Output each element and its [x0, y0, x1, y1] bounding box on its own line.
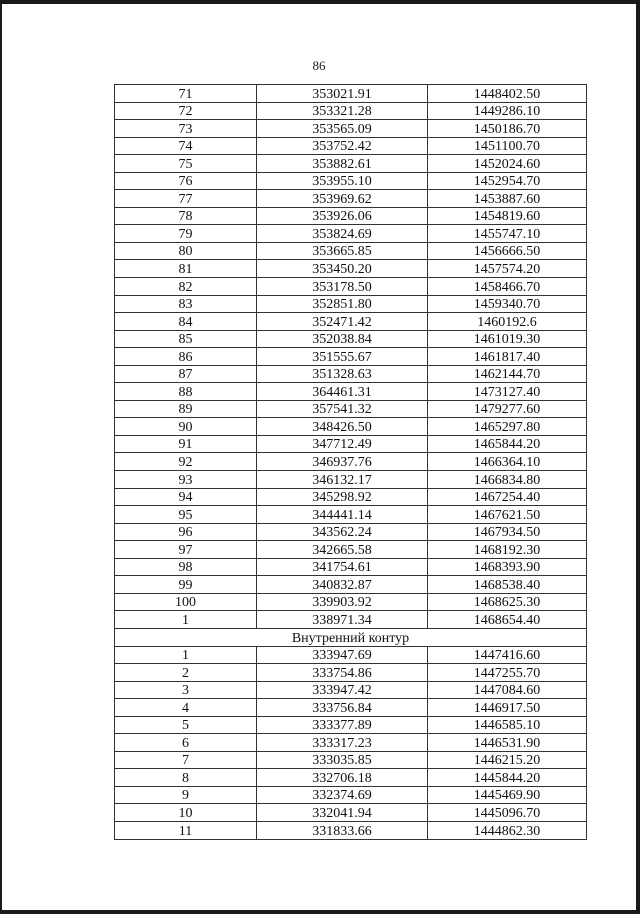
point-number-cell: 98	[115, 558, 257, 576]
x-coordinate-cell: 353969.62	[257, 190, 428, 208]
x-coordinate-cell: 333317.23	[257, 734, 428, 752]
table-row	[115, 751, 587, 769]
point-number-cell: 79	[115, 225, 257, 243]
table-row	[115, 716, 587, 734]
point-number-cell: 94	[115, 488, 257, 506]
table-row	[115, 85, 587, 103]
y-coordinate-cell: 1452954.70	[428, 172, 587, 190]
y-coordinate-cell: 1468192.30	[428, 541, 587, 559]
table-row	[115, 769, 587, 787]
table-row	[115, 295, 587, 313]
y-coordinate-cell: 1444862.30	[428, 821, 587, 839]
point-number-cell: 77	[115, 190, 257, 208]
point-number-cell: 74	[115, 137, 257, 155]
point-number-cell: 2	[115, 664, 257, 682]
point-number-cell: 95	[115, 506, 257, 524]
point-number-cell: 81	[115, 260, 257, 278]
table-row	[115, 365, 587, 383]
point-number-cell: 72	[115, 102, 257, 120]
table-row	[115, 506, 587, 524]
x-coordinate-cell: 332041.94	[257, 804, 428, 822]
y-coordinate-cell: 1462144.70	[428, 365, 587, 383]
y-coordinate-cell: 1447255.70	[428, 664, 587, 682]
point-number-cell: 7	[115, 751, 257, 769]
x-coordinate-cell: 333756.84	[257, 699, 428, 717]
y-coordinate-cell: 1445469.90	[428, 786, 587, 804]
y-coordinate-cell: 1454819.60	[428, 207, 587, 225]
y-coordinate-cell: 1466364.10	[428, 453, 587, 471]
table-row	[115, 558, 587, 576]
table-row	[115, 471, 587, 489]
table-row	[115, 172, 587, 190]
table-row	[115, 102, 587, 120]
x-coordinate-cell: 347712.49	[257, 435, 428, 453]
table-row	[115, 418, 587, 436]
x-coordinate-cell: 342665.58	[257, 541, 428, 559]
x-coordinate-cell: 346132.17	[257, 471, 428, 489]
y-coordinate-cell: 1449286.10	[428, 102, 587, 120]
x-coordinate-cell: 353665.85	[257, 242, 428, 260]
x-coordinate-cell: 348426.50	[257, 418, 428, 436]
x-coordinate-cell: 353450.20	[257, 260, 428, 278]
table-row	[115, 576, 587, 594]
y-coordinate-cell: 1446585.10	[428, 716, 587, 734]
point-number-cell: 93	[115, 471, 257, 489]
point-number-cell: 10	[115, 804, 257, 822]
x-coordinate-cell: 353565.09	[257, 120, 428, 138]
point-number-cell: 4	[115, 699, 257, 717]
x-coordinate-cell: 353178.50	[257, 278, 428, 296]
y-coordinate-cell: 1466834.80	[428, 471, 587, 489]
x-coordinate-cell: 332706.18	[257, 769, 428, 787]
x-coordinate-cell: 353955.10	[257, 172, 428, 190]
y-coordinate-cell: 1473127.40	[428, 383, 587, 401]
y-coordinate-cell: 1445096.70	[428, 804, 587, 822]
point-number-cell: 99	[115, 576, 257, 594]
table-row	[115, 734, 587, 752]
table-row	[115, 541, 587, 559]
y-coordinate-cell: 1451100.70	[428, 137, 587, 155]
table-row	[115, 821, 587, 839]
x-coordinate-cell: 332374.69	[257, 786, 428, 804]
table-row	[115, 278, 587, 296]
table-row	[115, 348, 587, 366]
x-coordinate-cell: 352038.84	[257, 330, 428, 348]
y-coordinate-cell: 1461019.30	[428, 330, 587, 348]
x-coordinate-cell: 351555.67	[257, 348, 428, 366]
x-coordinate-cell: 331833.66	[257, 821, 428, 839]
y-coordinate-cell: 1467934.50	[428, 523, 587, 541]
table-row	[115, 190, 587, 208]
point-number-cell: 84	[115, 313, 257, 331]
table-row	[115, 804, 587, 822]
table-row	[115, 330, 587, 348]
y-coordinate-cell: 1468654.40	[428, 611, 587, 629]
table-row	[115, 225, 587, 243]
x-coordinate-cell: 353824.69	[257, 225, 428, 243]
table-row	[115, 242, 587, 260]
table-row	[115, 400, 587, 418]
y-coordinate-cell: 1456666.50	[428, 242, 587, 260]
point-number-cell: 87	[115, 365, 257, 383]
page-number: 86	[312, 58, 326, 73]
table-row	[115, 523, 587, 541]
x-coordinate-cell: 353021.91	[257, 85, 428, 103]
point-number-cell: 82	[115, 278, 257, 296]
point-number-cell: 91	[115, 435, 257, 453]
coordinates-table	[114, 84, 587, 840]
x-coordinate-cell: 339903.92	[257, 593, 428, 611]
y-coordinate-cell: 1465297.80	[428, 418, 587, 436]
x-coordinate-cell: 341754.61	[257, 558, 428, 576]
section-row	[115, 628, 587, 646]
table-row	[115, 611, 587, 629]
point-number-cell: 3	[115, 681, 257, 699]
table-row	[115, 453, 587, 471]
y-coordinate-cell: 1465844.20	[428, 435, 587, 453]
point-number-cell: 6	[115, 734, 257, 752]
y-coordinate-cell: 1446917.50	[428, 699, 587, 717]
x-coordinate-cell: 345298.92	[257, 488, 428, 506]
y-coordinate-cell: 1467254.40	[428, 488, 587, 506]
table-row	[115, 137, 587, 155]
y-coordinate-cell: 1448402.50	[428, 85, 587, 103]
y-coordinate-cell: 1457574.20	[428, 260, 587, 278]
x-coordinate-cell: 333947.42	[257, 681, 428, 699]
y-coordinate-cell: 1450186.70	[428, 120, 587, 138]
point-number-cell: 8	[115, 769, 257, 787]
y-coordinate-cell: 1447084.60	[428, 681, 587, 699]
point-number-cell: 75	[115, 155, 257, 173]
point-number-cell: 89	[115, 400, 257, 418]
point-number-cell: 96	[115, 523, 257, 541]
table-row	[115, 664, 587, 682]
y-coordinate-cell: 1461817.40	[428, 348, 587, 366]
point-number-cell: 83	[115, 295, 257, 313]
x-coordinate-cell: 364461.31	[257, 383, 428, 401]
y-coordinate-cell: 1467621.50	[428, 506, 587, 524]
x-coordinate-cell: 333947.69	[257, 646, 428, 664]
x-coordinate-cell: 351328.63	[257, 365, 428, 383]
point-number-cell: 9	[115, 786, 257, 804]
section-title: Внутренний контур	[115, 628, 587, 646]
x-coordinate-cell: 353752.42	[257, 137, 428, 155]
document-page	[2, 4, 636, 910]
x-coordinate-cell: 353926.06	[257, 207, 428, 225]
x-coordinate-cell: 343562.24	[257, 523, 428, 541]
point-number-cell: 76	[115, 172, 257, 190]
point-number-cell: 90	[115, 418, 257, 436]
x-coordinate-cell: 353882.61	[257, 155, 428, 173]
y-coordinate-cell: 1446531.90	[428, 734, 587, 752]
y-coordinate-cell: 1445844.20	[428, 769, 587, 787]
table-row	[115, 593, 587, 611]
x-coordinate-cell: 340832.87	[257, 576, 428, 594]
x-coordinate-cell: 338971.34	[257, 611, 428, 629]
table-row	[115, 646, 587, 664]
table-row	[115, 155, 587, 173]
coordinates-table-body	[115, 85, 587, 840]
table-row	[115, 207, 587, 225]
x-coordinate-cell: 344441.14	[257, 506, 428, 524]
table-row	[115, 699, 587, 717]
y-coordinate-cell: 1458466.70	[428, 278, 587, 296]
point-number-cell: 92	[115, 453, 257, 471]
y-coordinate-cell: 1455747.10	[428, 225, 587, 243]
x-coordinate-cell: 352851.80	[257, 295, 428, 313]
y-coordinate-cell: 1468393.90	[428, 558, 587, 576]
table-row	[115, 260, 587, 278]
x-coordinate-cell: 353321.28	[257, 102, 428, 120]
table-row	[115, 383, 587, 401]
point-number-cell: 100	[115, 593, 257, 611]
y-coordinate-cell: 1452024.60	[428, 155, 587, 173]
table-row	[115, 681, 587, 699]
point-number-cell: 80	[115, 242, 257, 260]
table-row	[115, 313, 587, 331]
x-coordinate-cell: 333377.89	[257, 716, 428, 734]
y-coordinate-cell: 1460192.6	[428, 313, 587, 331]
y-coordinate-cell: 1453887.60	[428, 190, 587, 208]
point-number-cell: 1	[115, 611, 257, 629]
x-coordinate-cell: 333035.85	[257, 751, 428, 769]
y-coordinate-cell: 1446215.20	[428, 751, 587, 769]
table-row	[115, 435, 587, 453]
table-row	[115, 786, 587, 804]
point-number-cell: 5	[115, 716, 257, 734]
y-coordinate-cell: 1459340.70	[428, 295, 587, 313]
x-coordinate-cell: 352471.42	[257, 313, 428, 331]
table-row	[115, 120, 587, 138]
point-number-cell: 73	[115, 120, 257, 138]
x-coordinate-cell: 357541.32	[257, 400, 428, 418]
point-number-cell: 88	[115, 383, 257, 401]
x-coordinate-cell: 346937.76	[257, 453, 428, 471]
y-coordinate-cell: 1468625.30	[428, 593, 587, 611]
table-row	[115, 488, 587, 506]
point-number-cell: 86	[115, 348, 257, 366]
y-coordinate-cell: 1479277.60	[428, 400, 587, 418]
point-number-cell: 71	[115, 85, 257, 103]
point-number-cell: 78	[115, 207, 257, 225]
y-coordinate-cell: 1468538.40	[428, 576, 587, 594]
point-number-cell: 11	[115, 821, 257, 839]
point-number-cell: 85	[115, 330, 257, 348]
y-coordinate-cell: 1447416.60	[428, 646, 587, 664]
point-number-cell: 1	[115, 646, 257, 664]
point-number-cell: 97	[115, 541, 257, 559]
x-coordinate-cell: 333754.86	[257, 664, 428, 682]
